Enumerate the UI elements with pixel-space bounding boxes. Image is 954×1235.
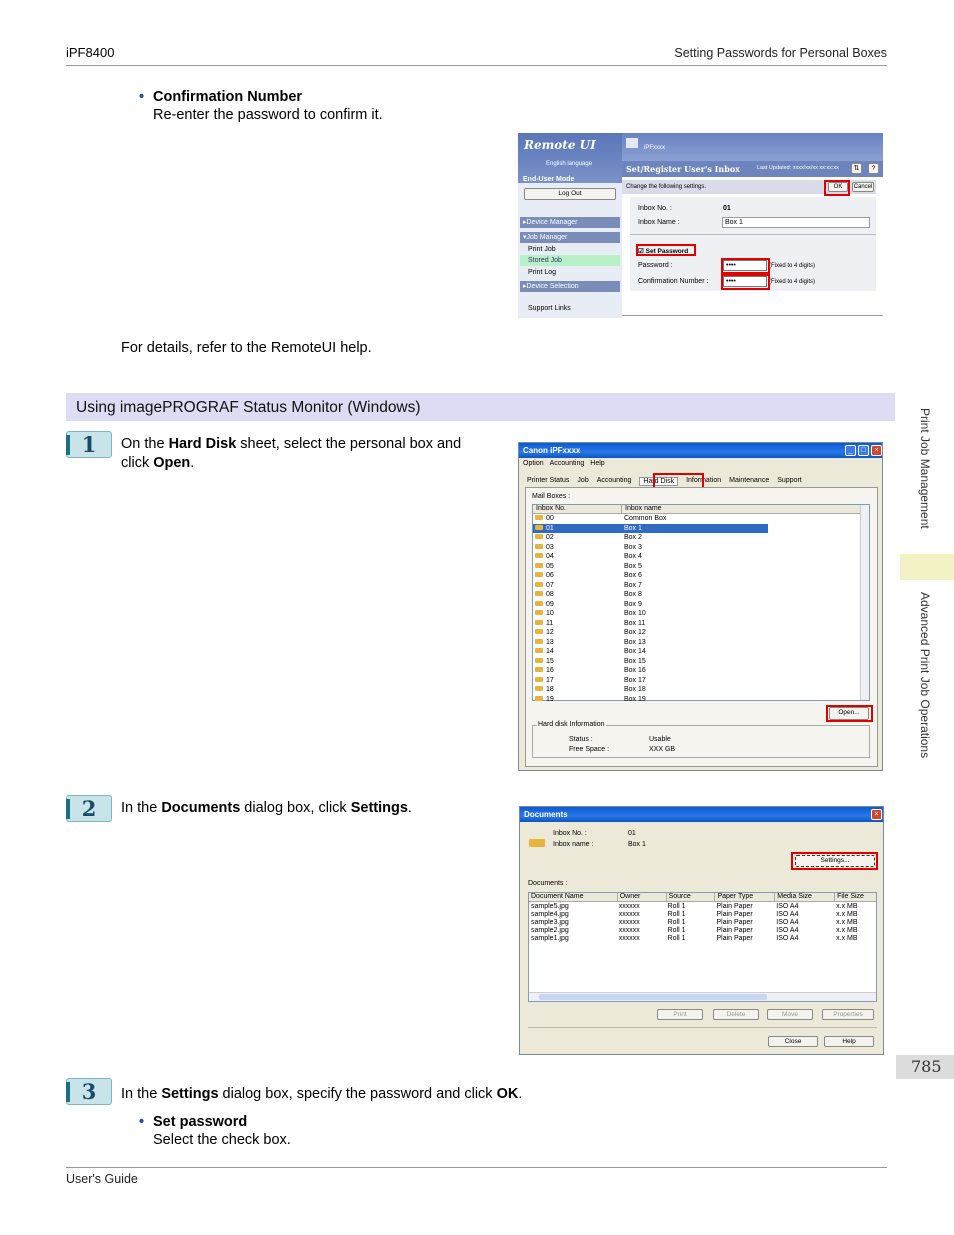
tab-information[interactable]: Information [686,477,722,484]
table-row[interactable] [529,918,876,926]
doc-cell: x.x MB [836,910,858,918]
properties-button[interactable]: Properties [822,1009,874,1020]
table-row[interactable] [533,514,869,524]
section-heading: Using imagePROGRAF Status Monitor (Windows) [76,399,421,416]
printer-name: iPFxxxx [644,145,665,151]
open-button[interactable]: Open... [829,707,869,720]
table-row[interactable] [529,926,876,934]
confirm-highlight [721,274,770,290]
doc-inbox-name-label: Inbox name : [553,841,594,848]
table-row[interactable] [529,910,876,918]
remote-ui-screenshot [518,133,883,318]
doc-cell: x.x MB [836,918,858,926]
instruction-text: Change the following settings. [626,184,707,190]
details-text: For details, refer to the RemoteUI help. [121,340,372,356]
doc-cell: Plain Paper [716,910,753,918]
delete-button[interactable]: Delete [713,1009,759,1020]
inbox-name-cell: Box 1 [624,524,642,532]
doc-cell: Roll 1 [667,902,686,910]
doc-cell: sample5.jpg [531,902,569,910]
free-space-label: Free Space : [569,746,610,753]
inbox-name-cell: Box 6 [624,572,642,580]
folder-icon [535,648,543,653]
nav-job-manager[interactable]: ▾Job Manager [520,232,620,243]
remote-ui-topbar [622,133,883,161]
inbox-no-cell: 19 [546,695,554,703]
inbox-no-value: 01 [723,205,731,212]
inbox-name-label: Inbox Name : [638,219,680,226]
inbox-no-cell: 13 [546,638,554,646]
doc-col-header[interactable]: Owner [617,893,666,901]
inbox-no-cell: 02 [546,534,554,542]
inbox-name-cell: Box 11 [624,619,646,627]
inbox-name-cell: Box 18 [624,686,646,694]
sidebar-active-marker [900,554,954,580]
set-password-text: Select the check box. [153,1132,291,1148]
documents-titlebar [520,807,883,822]
nav-print-log[interactable]: Print Log [528,269,557,276]
inbox-no-cell: 03 [546,543,554,551]
inbox-no-cell: 11 [546,619,554,627]
inbox-no-cell: 00 [546,515,554,523]
folder-icon [535,686,543,691]
doc-cell: ISO A4 [776,910,799,918]
table-row[interactable] [533,581,869,591]
mailbox-list[interactable] [532,504,870,701]
table-row[interactable] [529,902,876,910]
table-row[interactable] [533,552,869,562]
page-number-box [896,1055,954,1079]
ok-highlight [824,180,850,196]
nav-support-links[interactable]: Support Links [528,305,571,312]
table-row[interactable] [533,524,768,534]
table-row[interactable] [533,571,869,581]
folder-icon [535,639,543,644]
table-row[interactable] [533,638,869,648]
table-row[interactable] [533,619,869,629]
confirm-fixed-note: (Fixed to 4 digits) [769,279,816,285]
table-row[interactable] [533,590,869,600]
confirm-input[interactable]: •••• [723,276,767,287]
doc-cell: Roll 1 [667,910,686,918]
inbox-name-cell: Box 15 [624,657,646,665]
folder-icon [535,601,543,606]
folder-icon [535,525,543,530]
inbox-no-cell: 12 [546,629,554,637]
table-row[interactable] [533,695,869,705]
doc-cell: Plain Paper [716,902,753,910]
table-row[interactable] [533,676,869,686]
inbox-name-cell: Box 8 [624,591,642,599]
col-inbox-name[interactable]: Inbox name [621,505,771,513]
doc-cell: sample1.jpg [531,934,569,942]
inbox-no-cell: 15 [546,657,554,665]
doc-cell: xxxxxx [618,902,640,910]
inbox-no-cell: 05 [546,562,554,570]
table-row[interactable] [529,934,876,942]
folder-icon [535,582,543,587]
doc-cell: sample4.jpg [531,910,569,918]
inbox-name-cell: Box 19 [624,695,646,703]
inbox-no-cell: 08 [546,591,554,599]
folder-icon [535,658,543,663]
inbox-no-cell: 04 [546,553,554,561]
inbox-name-cell: Box 3 [624,543,642,551]
tab-support[interactable]: Support [777,477,802,484]
doc-cell: sample2.jpg [531,926,569,934]
remote-ui-logo: Remote UI [524,138,596,152]
doc-cell: xxxxxx [618,918,640,926]
doc-col-header[interactable]: File Size [834,893,876,901]
move-button[interactable]: Move [767,1009,813,1020]
print-button[interactable]: Print [657,1009,703,1020]
maximize-icon[interactable]: □ [858,445,869,456]
inbox-name-cell: Box 16 [624,667,646,675]
inbox-no-cell: 01 [546,524,554,532]
header-rule [66,65,887,66]
menu-help[interactable]: Help [590,460,605,467]
password-highlight [721,258,770,274]
table-row[interactable] [533,533,869,543]
ok-button[interactable]: OK [828,182,848,192]
folder-icon [535,677,543,682]
documents-close-icon[interactable]: × [871,809,882,820]
sidebar-tab-print-job-management[interactable]: Print Job Management [918,408,932,529]
section-heading-bar [66,393,895,421]
confirm-label: Confirmation Number : [638,278,709,285]
menu-accounting[interactable]: Accounting [549,460,585,467]
folder-icon [535,515,543,520]
page-title: Set/Register User's Inbox [626,164,740,174]
password-fixed-note: (Fixed to 4 digits) [769,263,816,269]
refresh-icon[interactable]: ⇅ [851,163,862,174]
sidebar-tab-advanced[interactable]: Advanced Print Job Operations [918,592,932,759]
settings-button[interactable]: Settings... [795,855,875,867]
inbox-name-cell: Box 2 [624,534,642,542]
doc-cell: Plain Paper [716,926,753,934]
doc-cell: x.x MB [836,926,858,934]
inbox-no-cell: 16 [546,667,554,675]
help-button[interactable]: Help [824,1036,874,1047]
inbox-no-cell: 17 [546,676,554,684]
menu-option[interactable]: Option [523,460,544,467]
settings-highlight [791,852,878,870]
last-updated: Last Updated: xxxx/xx/xx xx:xx:xx [757,165,839,171]
inbox-no-cell: 06 [546,572,554,580]
set-password-highlight [636,244,696,256]
doc-cell: xxxxxx [618,926,640,934]
doc-cell: x.x MB [836,934,858,942]
table-row[interactable] [533,685,869,695]
doc-col-header[interactable]: Source [666,893,715,901]
documents-title: Documents [524,810,568,819]
step-1-text: On the Hard Disk sheet, select the personal box and click Open. [121,436,462,471]
doc-cell: Plain Paper [716,934,753,942]
nav-device-manager[interactable]: ▸Device Manager [520,217,620,228]
monitor-title: Canon iPFxxxx [523,446,581,455]
step-2-text: In the Documents dialog box, click Settings. [121,800,412,816]
header-model: iPF8400 [66,45,115,60]
inbox-no-cell: 07 [546,581,554,589]
table-row[interactable] [533,600,869,610]
doc-cell: Plain Paper [716,918,753,926]
tab-hard-disk[interactable]: Hard Disk [639,477,678,486]
remote-ui-title-bar [622,161,883,177]
folder-icon [535,544,543,549]
monitor-menubar [523,460,605,467]
inbox-name-cell: Box 4 [624,553,642,561]
doc-col-header[interactable]: Media Size [774,893,834,901]
remote-ui-sidebar [518,133,622,318]
tab-job[interactable]: Job [577,477,589,484]
set-password-checkbox[interactable]: ☑ Set Password [638,248,689,255]
folder-icon [535,591,543,596]
open-highlight [826,705,873,722]
table-row[interactable] [533,543,869,553]
inbox-name-cell: Box 17 [624,676,646,684]
doc-col-header[interactable]: Paper Type [714,893,774,901]
inbox-name-cell: Box 7 [624,581,642,589]
inbox-no-cell: 18 [546,686,554,694]
doc-inbox-no: 01 [628,830,636,837]
confirmation-text: Re-enter the password to confirm it. [153,107,383,123]
documents-list[interactable] [528,892,877,1002]
doc-cell: xxxxxx [618,934,640,942]
doc-cell: ISO A4 [776,926,799,934]
doc-cell: Roll 1 [667,918,686,926]
folder-icon [535,572,543,577]
inbox-name-cell: Box 9 [624,600,642,608]
doc-inbox-name: Box 1 [628,841,646,848]
documents-list-header [529,893,876,902]
inbox-no-cell: 14 [546,648,554,656]
inbox-no-cell: 09 [546,600,554,608]
doc-cell: x.x MB [836,902,858,910]
doc-cell: Roll 1 [667,926,686,934]
inbox-name-cell: Box 10 [624,610,646,618]
remote-ui-mode: End-User Mode [523,176,575,183]
header-section: Setting Passwords for Personal Boxes [674,46,887,60]
tab-printer-status[interactable]: Printer Status [527,477,570,484]
table-row[interactable] [533,647,869,657]
help-icon[interactable]: ? [868,163,879,174]
mailboxes-label: Mail Boxes : [532,493,571,500]
printer-icon [626,138,638,148]
folder-icon [535,629,543,634]
inbox-name-cell: Box 12 [624,629,646,637]
folder-icon [535,553,543,558]
password-label: Password : [638,262,673,269]
folder-icon [535,563,543,568]
tab-maintenance[interactable]: Maintenance [729,477,770,484]
table-row[interactable] [533,628,869,638]
footer-rule [66,1167,887,1168]
folder-icon [529,839,545,847]
folder-icon [535,534,543,539]
nav-print-job[interactable]: Print Job [528,246,556,253]
inbox-name-cell: Box 13 [624,638,646,646]
nav-device-selection[interactable]: ▸Device Selection [520,281,620,292]
set-password-title: Set password [153,1114,248,1130]
confirmation-title: Confirmation Number [153,89,303,105]
cancel-button[interactable]: Cancel [853,184,873,190]
doc-col-header[interactable]: Document Name [531,893,584,900]
confirmation-bullet: • [139,89,145,105]
folder-icon [535,696,543,701]
table-row[interactable] [533,657,869,667]
inbox-no-cell: 10 [546,610,554,618]
table-row[interactable] [533,562,869,572]
free-space-value: XXX GB [649,746,676,753]
doc-cell: Roll 1 [667,934,686,942]
documents-label: Documents : [528,880,568,887]
doc-cell: xxxxxx [618,910,640,918]
table-row[interactable] [533,609,869,619]
doc-cell: sample3.jpg [531,918,569,926]
inbox-name-cell: Box 14 [624,648,646,656]
mailbox-scrollbar[interactable] [860,505,869,700]
step-2-number: 2 [66,795,112,822]
status-monitor-window [518,442,883,771]
logout-button[interactable]: Log Out [524,188,616,200]
status-value: Usable [649,736,671,743]
footer-text: User's Guide [66,1172,138,1186]
nav-stored-job[interactable]: Stored Job [520,255,620,266]
documents-hscrollbar[interactable] [529,992,876,1001]
doc-cell: ISO A4 [776,918,799,926]
set-password-bullet: • [139,1114,145,1130]
close-button[interactable]: Close [768,1036,818,1047]
col-inbox-no[interactable]: Inbox No. [536,505,566,512]
inbox-name-input[interactable]: Box 1 [722,217,870,228]
page-number: 785 [911,1057,942,1076]
inbox-name-cell: Box 5 [624,562,642,570]
monitor-titlebar [519,443,882,458]
doc-cell: ISO A4 [776,902,799,910]
step-1-number: 1 [66,431,112,458]
mailbox-list-header [533,505,869,514]
password-input[interactable]: •••• [723,260,767,271]
tab-accounting[interactable]: Accounting [596,477,632,484]
hd-info-label: Hard disk Information [538,721,605,728]
minimize-icon[interactable]: _ [845,445,856,456]
status-label: Status : [569,736,593,743]
step-3-number: 3 [66,1078,112,1105]
hd-info-group [532,721,870,758]
doc-inbox-no-label: Inbox No. : [553,830,587,837]
close-icon[interactable]: × [871,445,882,456]
inbox-no-label: Inbox No. : [638,205,672,212]
remote-ui-lang[interactable]: English language [546,161,593,167]
folder-icon [535,610,543,615]
step-3-text: In the Settings dialog box, specify the password and click OK. [121,1086,523,1102]
table-row[interactable] [533,666,869,676]
folder-icon [535,667,543,672]
folder-icon [535,620,543,625]
doc-cell: ISO A4 [776,934,799,942]
documents-dialog [519,806,884,1055]
inbox-name-cell: Common Box [624,515,667,523]
